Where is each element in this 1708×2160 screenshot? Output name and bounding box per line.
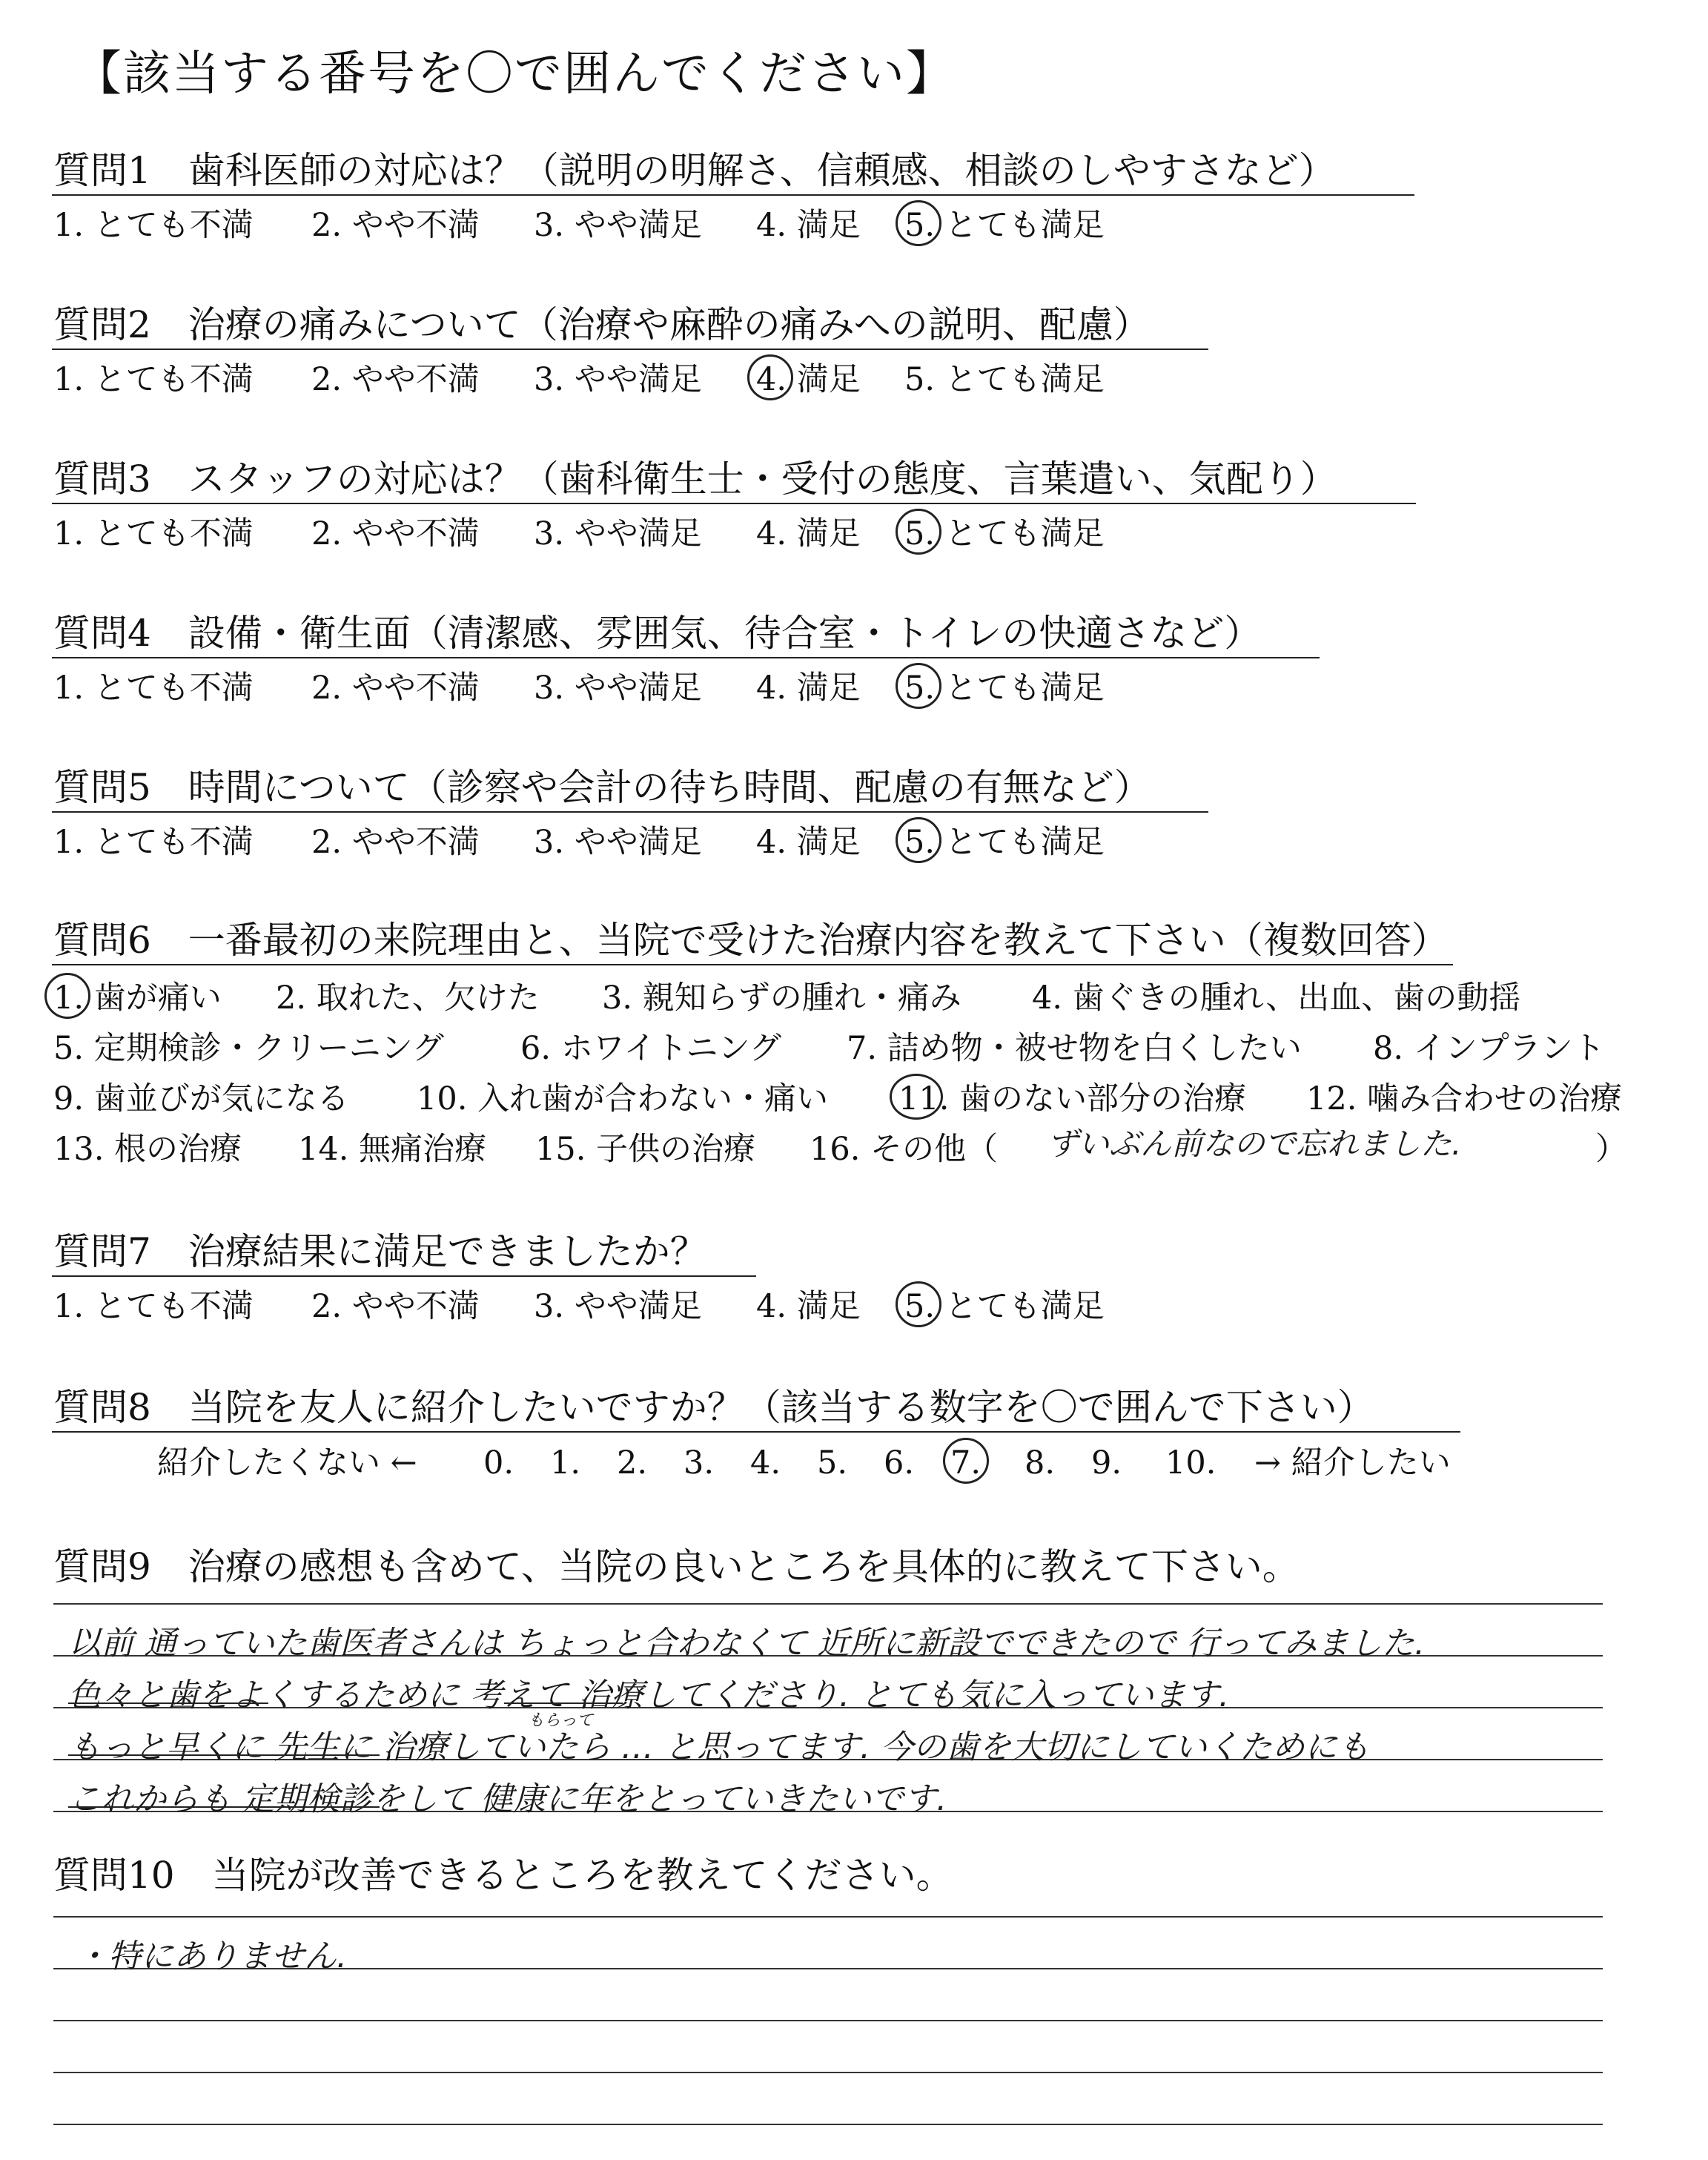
q5-option-4[interactable]: 4. 満足 — [756, 824, 861, 861]
q6-other-close-paren: ） — [1595, 1131, 1627, 1168]
q6-option-8[interactable]: 8. インプラント — [1373, 1030, 1605, 1067]
q4-selection-circle — [896, 663, 941, 709]
q8-selection-circle — [943, 1438, 989, 1484]
q1-option-5[interactable]: 5. とても満足 — [904, 207, 1105, 244]
q7-option-5[interactable]: 5. とても満足 — [904, 1288, 1105, 1325]
q10-answer-rule — [53, 2124, 1603, 2125]
q2-option-2[interactable]: 2. やや不満 — [311, 361, 480, 398]
question-7-title: 質問7 治療結果に満足できましたか？ — [53, 1230, 707, 1273]
question-1-title: 質問1 歯科医師の対応は？（説明の明解さ、信頼感、相談のしやすさなど） — [53, 149, 1336, 192]
q2-option-1[interactable]: 1. とても不満 — [53, 361, 254, 398]
q9-answer-line-1: 以前 通っていた歯医者さんは ちょっと合わなくて 近所に新設でできたので 行ってみました. — [68, 1625, 1425, 1662]
q4-option-2[interactable]: 2. やや不満 — [311, 670, 480, 707]
q6-selection-circle-11 — [890, 1074, 943, 1120]
q8-scale-1[interactable]: 1. — [550, 1444, 581, 1482]
q6-option-10[interactable]: 10. 入れ歯が合わない・痛い — [417, 1080, 829, 1117]
question-5-title: 質問5 時間について（診察や会計の待ち時間、配慮の有無など） — [53, 766, 1151, 809]
q5-option-5[interactable]: 5. とても満足 — [904, 824, 1105, 861]
q3-option-1[interactable]: 1. とても不満 — [53, 515, 254, 552]
q7-selection-circle — [896, 1281, 941, 1327]
q8-scale-2[interactable]: 2. — [617, 1444, 648, 1482]
q10-answer-rule — [53, 1916, 1603, 1918]
q6-option-5[interactable]: 5. 定期検診・クリーニング — [53, 1030, 444, 1067]
q10-answer-rule — [53, 2072, 1603, 2073]
q3-selection-circle — [896, 509, 941, 555]
q8-scale-4[interactable]: 4. — [750, 1444, 781, 1482]
q9-answer-rule — [53, 1603, 1603, 1605]
q7-option-4[interactable]: 4. 満足 — [756, 1288, 861, 1325]
q6-option-12[interactable]: 12. 噛み合わせの治療 — [1306, 1080, 1623, 1117]
q1-option-4[interactable]: 4. 満足 — [756, 207, 861, 244]
q9-handwritten-underline — [68, 1754, 380, 1756]
question-8-title: 質問8 当院を友人に紹介したいですか？（該当する数字を〇で囲んで下さい） — [53, 1386, 1374, 1429]
question-9-title: 質問9 治療の感想も含めて、当院の良いところを具体的に教えて下さい。 — [53, 1545, 1300, 1588]
question-6-underline — [52, 964, 1453, 965]
q7-option-1[interactable]: 1. とても不満 — [53, 1288, 254, 1325]
q2-option-3[interactable]: 3. やや満足 — [534, 361, 702, 398]
q5-option-3[interactable]: 3. やや満足 — [534, 824, 702, 861]
q4-option-5[interactable]: 5. とても満足 — [904, 670, 1105, 707]
question-7-underline — [52, 1275, 756, 1277]
question-3-underline — [52, 503, 1416, 504]
q6-option-9[interactable]: 9. 歯並びが気になる — [53, 1080, 349, 1117]
q8-scale-7[interactable]: 7. — [950, 1444, 982, 1482]
q3-option-5[interactable]: 5. とても満足 — [904, 515, 1105, 552]
q8-scale-0[interactable]: 0. — [483, 1444, 514, 1482]
q9-answer-line-3: もっと早くに 先生に 治療していたら … と思ってます. 今の歯を大切にしていくためにも — [68, 1728, 1370, 1766]
q1-option-2[interactable]: 2. やや不満 — [311, 207, 480, 244]
form-header: 【該当する番号を〇で囲んでください】 — [74, 47, 955, 102]
q6-option-1[interactable]: 1. 歯が痛い — [53, 980, 222, 1017]
q8-scale-3[interactable]: 3. — [683, 1444, 715, 1482]
q9-insertion-note: もらって — [528, 1711, 594, 1730]
question-5-underline — [52, 811, 1208, 813]
q9-answer-line-2: 色々と歯をよくするために 考えて 治療してくださり. とても気に入っています. — [68, 1677, 1229, 1714]
q8-right-label: → 紹介したい — [1254, 1444, 1451, 1482]
q4-option-4[interactable]: 4. 満足 — [756, 670, 861, 707]
q8-scale-6[interactable]: 6. — [884, 1444, 915, 1482]
question-6-title: 質問6 一番最初の来院理由と、当院で受けた治療内容を教えて下さい（複数回答） — [53, 919, 1449, 962]
q4-option-3[interactable]: 3. やや満足 — [534, 670, 702, 707]
q7-option-2[interactable]: 2. やや不満 — [311, 1288, 480, 1325]
question-4-title: 質問4 設備・衛生面（清潔感、雰囲気、待合室・トイレの快適さなど） — [53, 612, 1262, 655]
q10-answer-rule — [53, 2020, 1603, 2021]
q8-scale-10[interactable]: 10. — [1165, 1444, 1217, 1482]
q6-selection-circle-1 — [44, 973, 90, 1019]
q6-option-11[interactable]: 11. 歯のない部分の治療 — [898, 1080, 1247, 1117]
q6-option-15[interactable]: 15. 子供の治療 — [535, 1131, 756, 1168]
q3-option-2[interactable]: 2. やや不満 — [311, 515, 480, 552]
question-1-underline — [52, 194, 1414, 196]
q1-selection-circle — [896, 200, 941, 246]
q1-option-3[interactable]: 3. やや満足 — [534, 207, 702, 244]
q8-scale-8[interactable]: 8. — [1025, 1444, 1056, 1482]
q6-other-handwritten: ずいぶん前なので忘れました. — [1047, 1126, 1462, 1162]
q7-option-3[interactable]: 3. やや満足 — [534, 1288, 702, 1325]
q9-handwritten-underline — [504, 1702, 623, 1704]
q10-answer-line-1: ・特にありません. — [76, 1938, 347, 1975]
question-10-title: 質問10 当院が改善できるところを教えてください。 — [53, 1854, 953, 1897]
q8-left-label: 紹介したくない ← — [157, 1444, 417, 1482]
question-4-underline — [52, 657, 1320, 658]
question-2-underline — [52, 349, 1208, 350]
q8-scale-9[interactable]: 9. — [1091, 1444, 1122, 1482]
q4-option-1[interactable]: 1. とても不満 — [53, 670, 254, 707]
q3-option-4[interactable]: 4. 満足 — [756, 515, 861, 552]
q1-option-1[interactable]: 1. とても不満 — [53, 207, 254, 244]
q9-handwritten-underline — [68, 1702, 268, 1704]
q6-option-14[interactable]: 14. 無痛治療 — [298, 1131, 487, 1168]
q6-option-7[interactable]: 7. 詰め物・被せ物を白くしたい — [847, 1030, 1302, 1067]
question-3-title: 質問3 スタッフの対応は？（歯科衛生士・受付の態度、言葉遣い、気配り） — [53, 458, 1337, 501]
q6-option-13[interactable]: 13. 根の治療 — [53, 1131, 242, 1168]
question-2-title: 質問2 治療の痛みについて（治療や麻酔の痛みへの説明、配慮） — [53, 303, 1151, 346]
q2-option-4[interactable]: 4. 満足 — [756, 361, 861, 398]
q5-option-1[interactable]: 1. とても不満 — [53, 824, 254, 861]
q6-option-6[interactable]: 6. ホワイトニング — [520, 1030, 781, 1067]
q2-selection-circle — [747, 354, 793, 400]
question-8-underline — [52, 1431, 1460, 1433]
q5-option-2[interactable]: 2. やや不満 — [311, 824, 480, 861]
q6-option-2[interactable]: 2. 取れた、欠けた — [276, 980, 540, 1017]
q8-scale-5[interactable]: 5. — [817, 1444, 848, 1482]
q6-option-16[interactable]: 16. その他（ — [810, 1131, 999, 1168]
q9-answer-line-4: これからも 定期検診をして 健康に年をとっていきたいです. — [68, 1780, 947, 1818]
q6-option-3[interactable]: 3. 親知らずの腫れ・痛み — [602, 980, 961, 1017]
q6-option-4[interactable]: 4. 歯ぐきの腫れ、出血、歯の動揺 — [1032, 980, 1521, 1017]
q5-selection-circle — [896, 817, 941, 863]
q2-option-5[interactable]: 5. とても満足 — [904, 361, 1105, 398]
q9-handwritten-underline — [68, 1806, 380, 1808]
q3-option-3[interactable]: 3. やや満足 — [534, 515, 702, 552]
